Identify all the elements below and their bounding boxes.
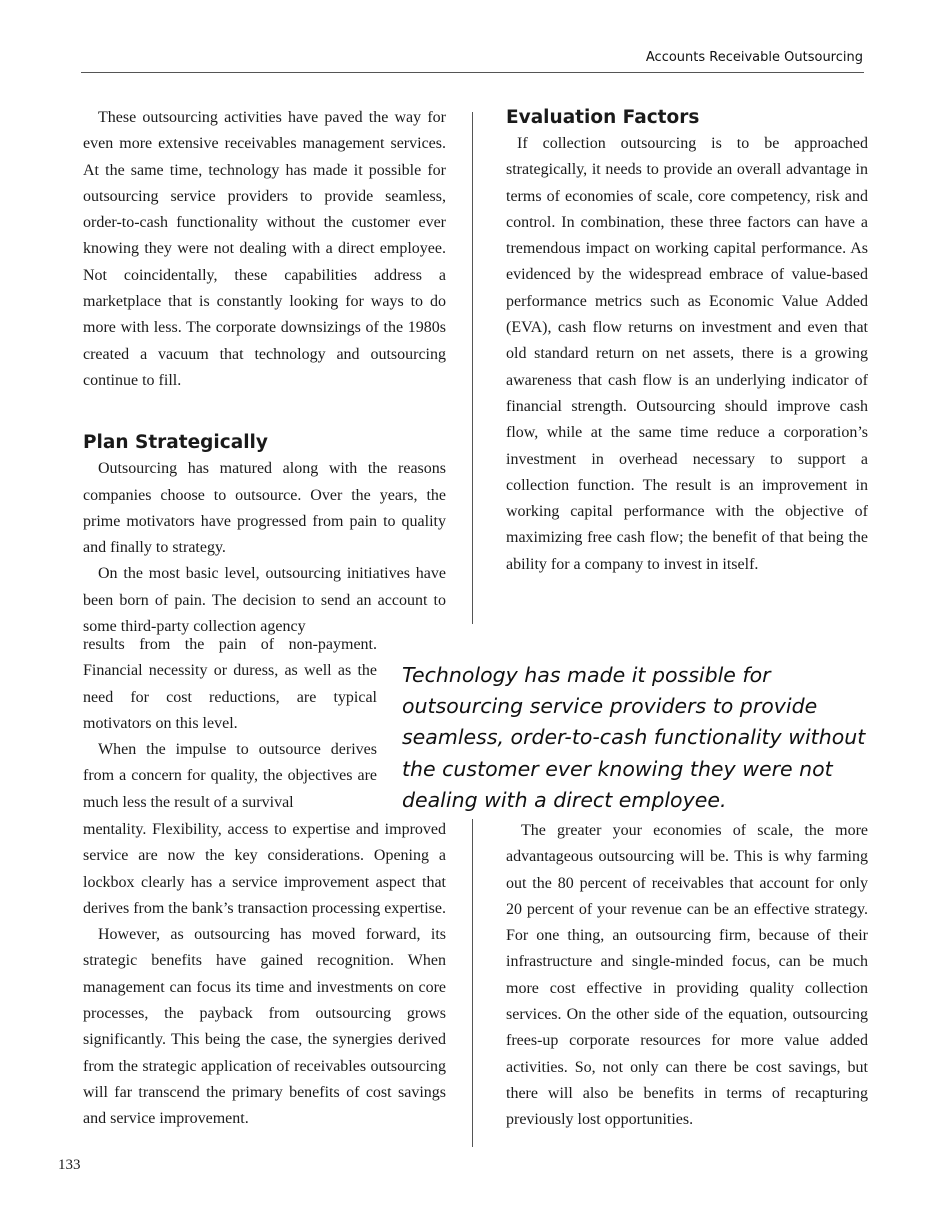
evaluation-factors-heading: Evaluation Factors (506, 107, 700, 128)
header-rule (81, 72, 864, 73)
left-column-wrap (83, 632, 377, 816)
pull-quote: Technology has made it possible for outsourcing service providers to provide seamless, order-to-cash functionality without the customer ever knowing they were not dealing with a direct employee. (402, 663, 866, 812)
plan-paragraph-2: On the most basic level, outsourcing initiatives have been born of pain. The decision to send an account to some third-party collection agency (83, 565, 446, 636)
left-column-top (83, 105, 446, 640)
left-column-bottom (83, 817, 446, 1133)
evaluation-paragraph-2: The greater your economies of scale, the more advantageous outsourcing will be. This is why farming out the 80 percent of receivables that account for only 20 percent of your revenue can be an effective strategy. For one thing, an outsourcing firm, because of their infrastructure and single-minded focus, can be much more cost effective in providing quality collection services. On the other side of the equation, outsourcing frees-up corporate resources for more value added activities. So, not only can there be cost savings, but there will also be benefits in terms of recapturing previously lost opportunities. (506, 822, 868, 1129)
plan-paragraph-4: However, as outsourcing has moved forward, its strategic benefits have gained recognition. When management can focus its time and investments on core processes, the payback from outsourcing grows significantly. This being the case, the synergies derived from the strategic application of receivables outsourcing will far transcend the primary benefits of cost savings and service improvement. (83, 926, 446, 1128)
right-column-bottom (506, 818, 868, 1134)
intro-paragraph: These outsourcing activities have paved the way for even more extensive receivables management services. At the same time, technology has made it possible for outsourcing service providers to provide seamless, order-to-cash functionality without the customer ever knowing they were not dealing with a direct employee. Not coincidentally, these capabilities address a marketplace that is constantly looking for ways to do more with less. The corporate downsizings of the 1980s created a vacuum that technology and outsourcing continue to fill. (83, 109, 446, 389)
plan-paragraph-1: Outsourcing has matured along with the reasons companies choose to outsource. Over the years, the prime motivators have progressed from pain to quality and finally to strategy. (83, 460, 446, 557)
running-header: Accounts Receivable Outsourcing (645, 50, 863, 65)
right-column-top (506, 105, 868, 578)
plan-paragraph-2-continued: results from the pain of non-payment. Financial necessity or duress, as well as the need for cost reductions, are typical motivators on this level. (83, 636, 377, 732)
evaluation-paragraph-1: If collection outsourcing is to be approached strategically, it needs to provide an overall advantage in terms of economies of scale, core competency, risk and control. In combination, these three factors can have a tremendous impact on working capital performance. As evidenced by the widespread embrace of value-based performance metrics such as Economic Value Added (EVA), cash flow returns on investment and even that old standard return on net assets, there is a growing awareness that cash flow is an underlying indicator of financial strength. Outsourcing should improve cash flow, while at the same time reduce a corporation’s investment in overhead necessary to support a collection function. The result is an improvement in working capital performance with the objective of maximizing free cash flow; the benefit of that being the ability for a company to invest in itself. (506, 135, 868, 573)
plan-paragraph-3: When the impulse to outsource derives from a concern for quality, the objectives are much less the result of a survival (83, 741, 377, 811)
column-divider-top (472, 112, 473, 624)
column-divider-bottom (472, 819, 473, 1147)
plan-paragraph-3-continued: mentality. Flexibility, access to expertise and improved service are now the key considerations. Opening a lockbox clearly has a service improvement aspect that derives from the bank’s transaction processing expertise. (83, 821, 446, 917)
page-number: 133 (58, 1157, 81, 1173)
plan-strategically-heading: Plan Strategically (83, 432, 268, 454)
